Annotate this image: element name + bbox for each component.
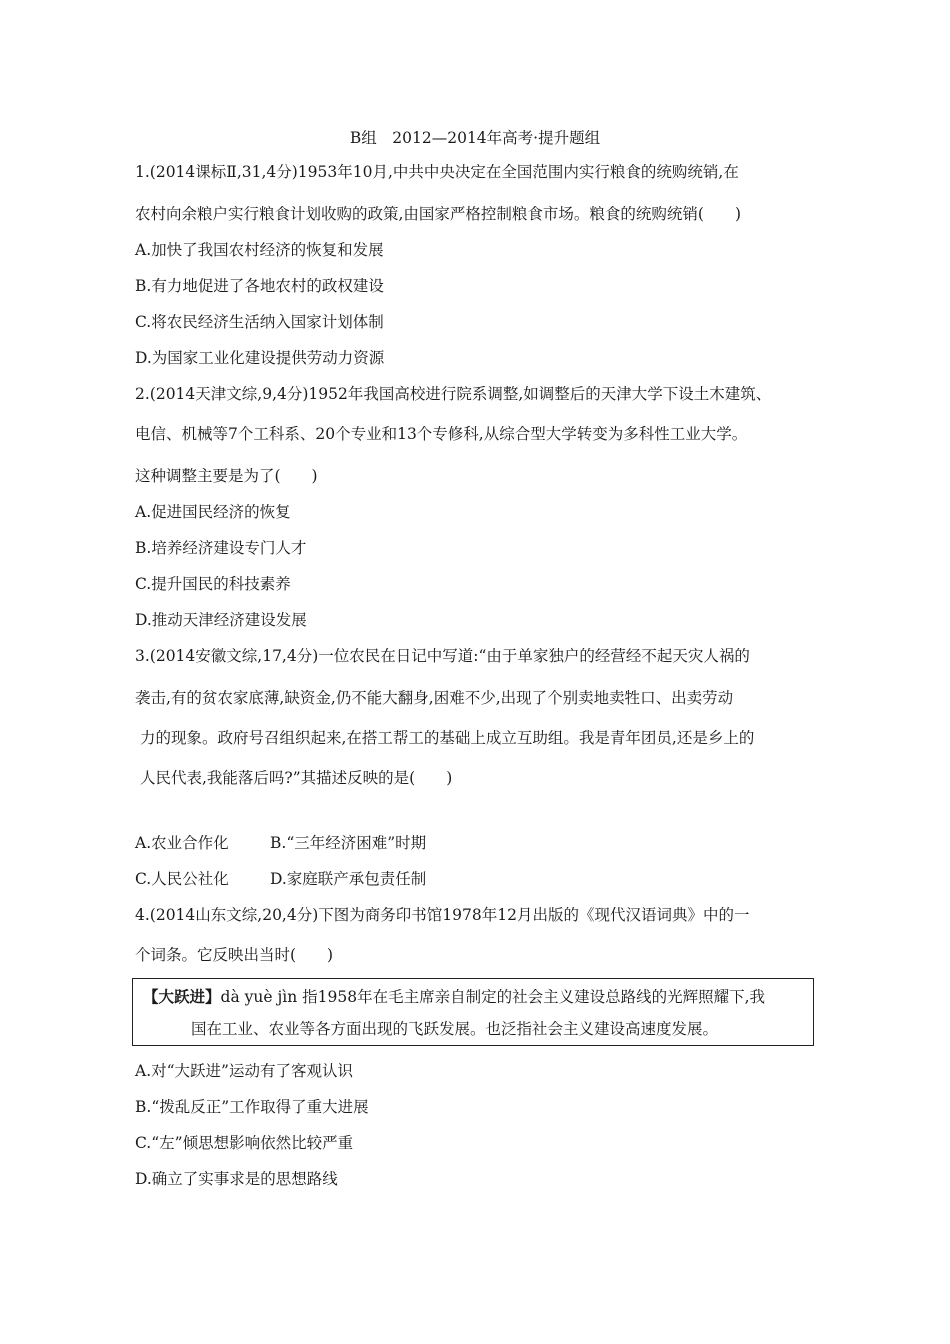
q3-option-b: B.“三年经济困难”时期	[270, 834, 427, 852]
q2-stem-line-2: 电信、机械等7个工科系、20个专业和13个专修科,从综合型大学转变为多科性工业大学。	[135, 425, 748, 443]
q3-stem-line-4: 人民代表,我能落后吗?”其描述反映的是( )	[140, 769, 453, 787]
dictionary-entry-line-1	[143, 987, 765, 1007]
q4-option-b: B.“拨乱反正”工作取得了重大进展	[135, 1098, 369, 1116]
dictionary-entry-text-2: 国在工业、农业等各方面出现的飞跃发展。也泛指社会主义建设高速度发展。	[191, 1020, 719, 1038]
q3-option-c: C.人民公社化	[135, 870, 229, 888]
q2-stem-line-1: 2.(2014天津文综,9,4分)1952年我国高校进行院系调整,如调整后的天津大学下设土木建筑、	[135, 385, 772, 403]
q4-option-a: A.对“大跃进”运动有了客观认识	[135, 1062, 353, 1080]
q4-option-c: C.“左”倾思想影响依然比较严重	[135, 1134, 354, 1152]
q1-stem-line-2: 农村向余粮户实行粮食计划收购的政策,由国家严格控制粮食市场。粮食的统购统销( )	[135, 205, 742, 223]
q2-option-d: D.推动天津经济建设发展	[135, 611, 307, 629]
q1-stem-line-1: 1.(2014课标Ⅱ,31,4分)1953年10月,中共中央决定在全国范围内实行粮食的统购统销,在	[135, 163, 739, 181]
q3-stem-line-2: 袭击,有的贫农家底薄,缺资金,仍不能大翻身,困难不少,出现了个别卖地卖牲口、出卖劳动	[135, 689, 734, 707]
q4-option-d: D.确立了实事求是的思想路线	[135, 1170, 338, 1188]
dictionary-entry-headword: 【大跃进】	[143, 987, 221, 1006]
q3-option-a: A.农业合作化	[135, 834, 229, 852]
q4-stem-line-1: 4.(2014山东文综,20,4分)下图为商务印书馆1978年12月出版的《现代汉语词典》中的一	[135, 906, 750, 924]
q1-option-c: C.将农民经济生活纳入国家计划体制	[135, 313, 384, 331]
section-header: B组 2012—2014年高考·提升题组	[349, 129, 601, 147]
q2-option-b: B.培养经济建设专门人才	[135, 539, 307, 557]
q1-option-a: A.加快了我国农村经济的恢复和发展	[135, 241, 384, 259]
q2-option-c: C.提升国民的科技素养	[135, 575, 291, 593]
q1-option-b: B.有力地促进了各地农村的政权建设	[135, 277, 384, 295]
q3-stem-line-3: 力的现象。政府号召组织起来,在搭工帮工的基础上成立互助组。我是青年团员,还是乡上的	[140, 729, 755, 747]
dictionary-entry-box	[132, 978, 814, 1046]
dictionary-entry-text-1: dà yuè jìn 指1958年在毛主席亲自制定的社会主义建设总路线的光辉照耀下,我	[220, 988, 765, 1006]
q2-option-a: A.促进国民经济的恢复	[135, 503, 291, 521]
q3-option-d: D.家庭联产承包责任制	[270, 870, 427, 888]
q1-option-d: D.为国家工业化建设提供劳动力资源	[135, 349, 385, 367]
q4-stem-line-2: 个词条。它反映出当时( )	[135, 946, 334, 964]
q2-stem-line-3: 这种调整主要是为了( )	[135, 467, 318, 485]
q3-stem-line-1: 3.(2014安徽文综,17,4分)一位农民在日记中写道:“由于单家独户的经营经不起天灾人祸的	[135, 647, 750, 665]
